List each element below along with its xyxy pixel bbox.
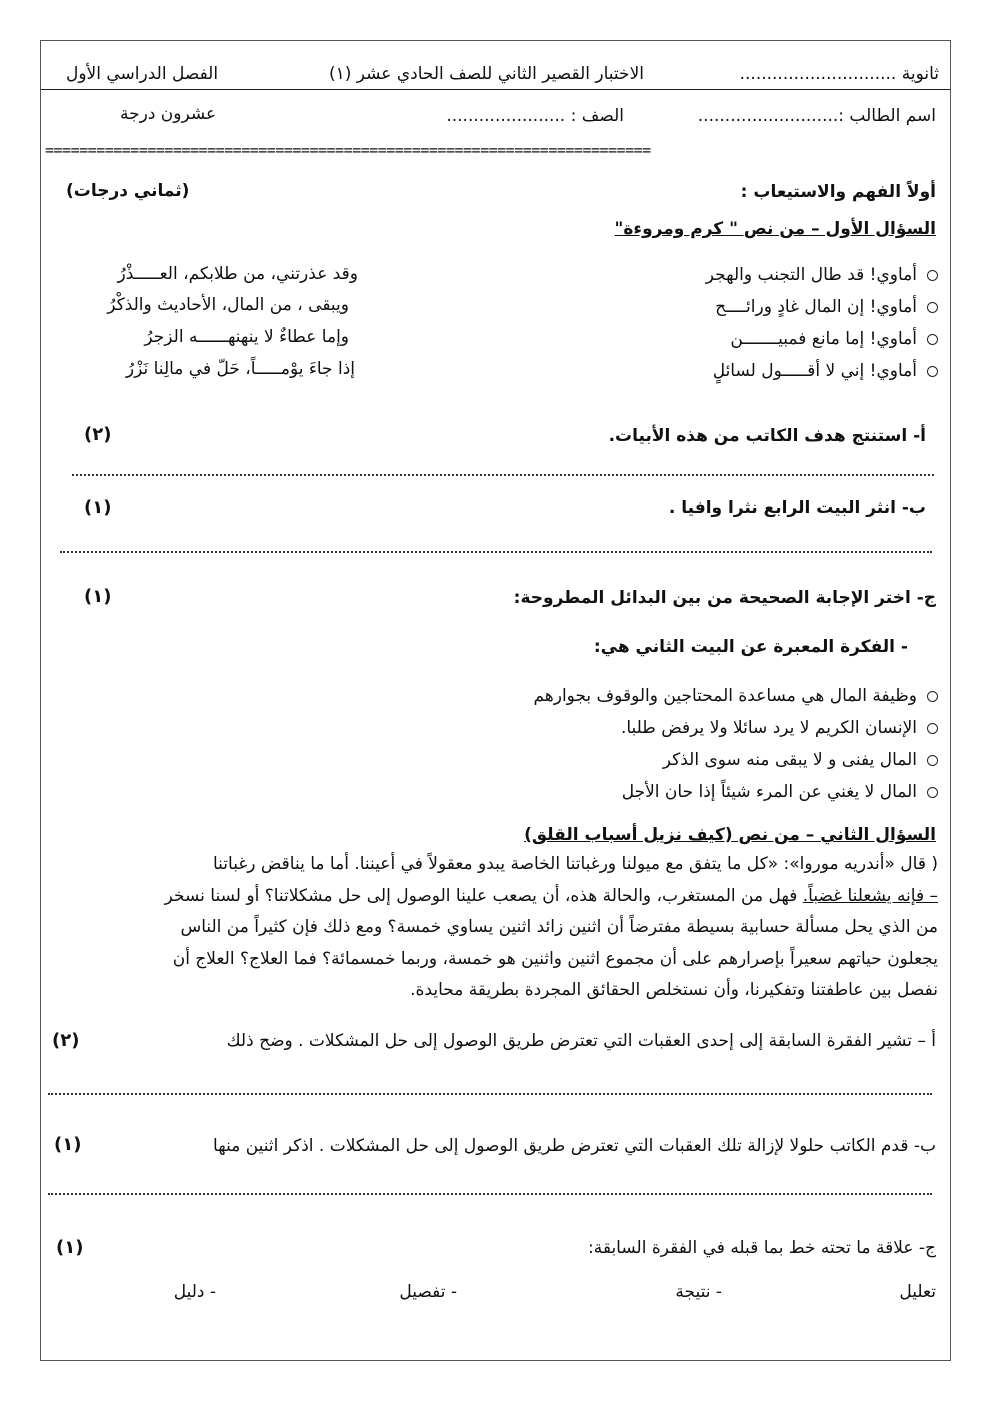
verse-4-second: إذا جاءَ يوْمـــــاً، حَلّ في مالِنا نَزْرُ: [125, 359, 355, 379]
q2-choice-1[interactable]: تعليل: [899, 1282, 936, 1302]
total-grade: عشرون درجة: [120, 104, 217, 124]
q2-a-mark: (٢): [52, 1030, 80, 1051]
verse-1-first: أماوي! قد طال التجنب والهجر: [706, 264, 938, 286]
circle-bullet-icon: [927, 334, 938, 345]
q1-c-mark: (١): [84, 586, 112, 607]
verse-3-second: وإما عطاءٌ لا ينهنهــــــه الزجرُ: [144, 327, 349, 347]
para-line: ( قال «أندريه موروا»: «كل ما يتفق مع ميولنا ورغباتنا الخاصة يبدو معقولاً في أعيننا. أما ما يناقض رغباتنا: [212, 854, 938, 874]
circle-bullet-icon: [927, 366, 938, 377]
q1-a-mark: (٢): [84, 424, 112, 445]
q1-c-text: ج- اختر الإجابة الصحيحة من بين البدائل المطروحة:: [513, 588, 936, 608]
class-field: الصف : ......................: [446, 106, 624, 126]
verse-3-first: أماوي! إما مانع فمبيـــــــن: [730, 328, 938, 350]
q1-option-4[interactable]: المال لا يغني عن المرء شيئاً إذا حان الأجل: [622, 781, 938, 803]
circle-bullet-icon: [927, 302, 938, 313]
para-line: من الذي يحل مسألة حسابية بسيطة مفترضاً أن اثنين زائد اثنين يساوي خمسة؟ ومع ذلك فإن كثيراً من الناس: [180, 917, 938, 937]
answer-line[interactable]: [60, 551, 932, 553]
answer-line[interactable]: [48, 1093, 932, 1095]
verse-4-first: أماوي! إني لا أقـــــول لسائلٍ: [713, 360, 938, 382]
answer-line[interactable]: [48, 1193, 932, 1195]
q2-b-text: ب- قدم الكاتب حلولا لإزالة تلك العقبات التي تعترض طريق الوصول إلى حل المشكلات . اذكر اثنين منها: [213, 1136, 936, 1156]
q1-option-1[interactable]: وظيفة المال هي مساعدة المحتاجين والوقوف بجوارهم: [533, 685, 938, 707]
semester-label: الفصل الدراسي الأول: [66, 64, 219, 84]
para-line: يجعلون حياتهم سعيراً بإصرارهم على أن مجموع اثنين واثنين هو خمسة، وربما خمسمائة؟ فما العلاج؟ العلاج أن: [172, 948, 938, 969]
q2-a-text: أ – تشير الفقرة السابقة إلى إحدى العقبات التي تعترض طريق الوصول إلى حل المشكلات . وضح ذلك: [226, 1031, 936, 1051]
q2-title: السؤال الثاني – من نص (كيف نزيل أسباب القلق): [524, 825, 936, 845]
student-name-field: اسم الطالب :..........................: [697, 106, 936, 126]
q2-c-mark: (١): [56, 1237, 84, 1258]
q2-choice-2[interactable]: - نتيجة: [675, 1282, 722, 1302]
verse-2-first: أماوي! إن المال غادٍ ورائــــح: [715, 296, 938, 318]
verse-2-second: ويبقى ، من المال، الأحاديث والذكْرُ: [107, 295, 349, 315]
separator-line: =======================================================================: [45, 142, 651, 158]
answer-line[interactable]: [72, 474, 934, 476]
q1-c-sub: - الفكرة المعبرة عن البيت الثاني هي:: [593, 637, 908, 657]
q2-b-mark: (١): [54, 1134, 82, 1155]
para-line: – فإنه يشعلنا غضباً. فهل من المستغرب، والحالة هذه، أن يصعب علينا الوصول إلى حل مشكلاتنا؟ أو لسنا نسخر: [164, 885, 938, 906]
q1-b-text: ب- انثر البيت الرابع نثرا وافيا .: [668, 498, 926, 518]
section-grade: (ثماني درجات): [66, 181, 190, 201]
q1-option-2[interactable]: الإنسان الكريم لا يرد سائلا ولا يرفض طلبا.: [621, 717, 938, 739]
circle-bullet-icon: [927, 270, 938, 281]
q1-b-mark: (١): [84, 497, 112, 518]
radio-circle-icon[interactable]: [927, 755, 938, 766]
underlined-phrase: – فإنه يشعلنا غضباً.: [802, 885, 938, 906]
verse-1-second: وقد عذرتني، من طلابكم، العـــــذْرُ: [117, 264, 358, 284]
q2-choice-4[interactable]: - دليل: [173, 1282, 216, 1302]
q1-title: السؤال الأول – من نص " كرم ومروءة": [614, 219, 936, 239]
q2-paragraph: [48, 849, 938, 1007]
q1-option-3[interactable]: المال يفنى و لا يبقى منه سوى الذكر: [663, 749, 938, 771]
section-title: أولاً الفهم والاستيعاب :: [740, 182, 936, 202]
q2-choice-3[interactable]: - تفصيل: [399, 1282, 457, 1302]
q2-c-text: ج- علاقة ما تحته خط بما قبله في الفقرة السابقة:: [588, 1238, 936, 1258]
school-field: ثانوية .............................: [739, 64, 939, 84]
q1-a-text: أ- استنتج هدف الكاتب من هذه الأبيات.: [608, 426, 926, 446]
header-divider: [41, 89, 950, 90]
exam-title: الاختبار القصير الثاني للصف الحادي عشر (١): [328, 64, 644, 84]
radio-circle-icon[interactable]: [927, 787, 938, 798]
para-line: نفصل بين عاطفتنا وتفكيرنا، وأن نستخلص الحقائق المجردة بطريقة محايدة.: [410, 980, 938, 1000]
radio-circle-icon[interactable]: [927, 691, 938, 702]
radio-circle-icon[interactable]: [927, 723, 938, 734]
